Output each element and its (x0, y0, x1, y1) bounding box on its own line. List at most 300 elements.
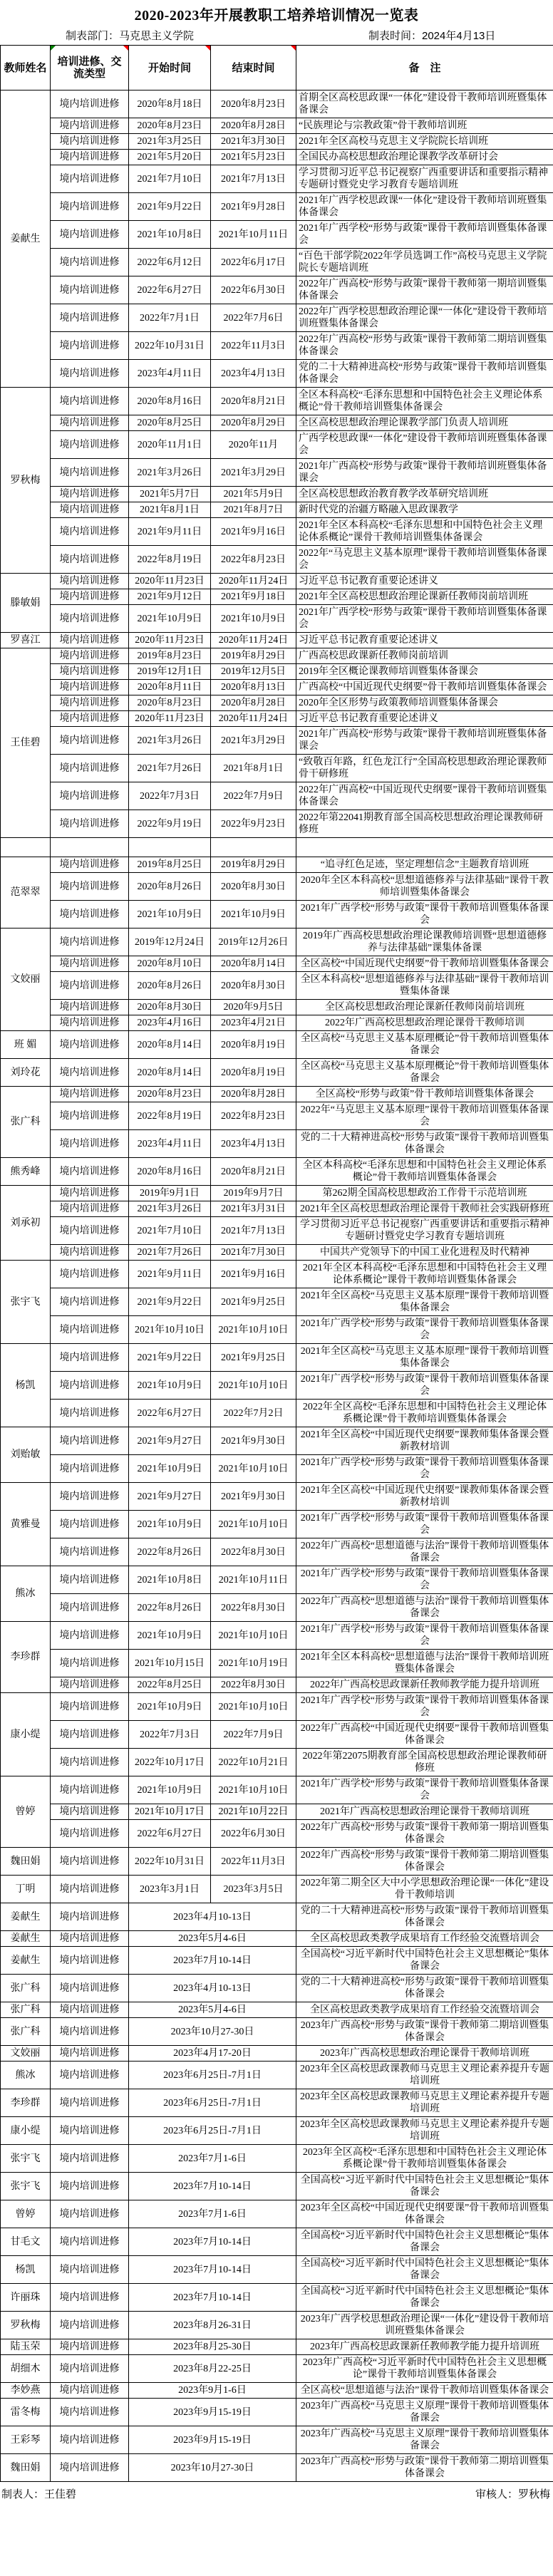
training-type-cell: 境内培训进修 (51, 727, 129, 755)
table-row (1, 2018, 553, 2046)
start-date-cell: 2022年8月26日 (129, 1594, 211, 1622)
comment-marker-red-icon (291, 46, 296, 51)
end-date-cell: 2022年11月3日 (211, 332, 296, 360)
end-date-cell: 2021年9月16日 (211, 1261, 296, 1288)
remark-cell: 2021年全区高校“马克思主义基本原理”课骨干教师培训暨集体备课会 (296, 1288, 553, 1316)
table-row (1, 90, 553, 118)
meta-row (0, 26, 553, 45)
training-type-cell: 境内培训进修 (51, 1087, 129, 1102)
end-date-cell: 2021年10月10日 (211, 1776, 296, 1804)
table-row (1, 2200, 553, 2228)
start-date-cell: 2021年9月27日 (129, 1483, 211, 1511)
remark-cell: 2022年广西高校思想政治理论课骨干教师培训 (296, 1015, 553, 1031)
end-date-cell: 2021年8月1日 (211, 755, 296, 782)
table-row (1, 755, 553, 782)
start-date-cell: 2020年8月14日 (129, 1031, 211, 1059)
start-date-cell: 2021年10月15日 (129, 1650, 211, 1677)
training-type-cell: 境内培训进修 (51, 2062, 129, 2089)
training-type-cell: 境内培训进修 (51, 755, 129, 782)
start-date-cell: 2022年6月27日 (129, 276, 211, 304)
date-label: 制表时间：2024年4月13日 (368, 30, 496, 42)
training-type-cell: 境内培训进修 (51, 2145, 129, 2173)
teacher-name-cell: 许丽珠 (1, 2284, 51, 2312)
remark-cell: 习近平总书记教育重要论述讲义 (296, 574, 553, 589)
remark-cell: 全区高校思想政治理论课新任教师岗前培训班 (296, 1000, 553, 1015)
col-header-start-time-label: 开始时间 (148, 61, 191, 74)
remark-cell: 2022年第22075期教育部全国高校思想政治理论课教师研修班 (296, 1749, 553, 1776)
date-range-cell: 2023年10月27-30日 (129, 2454, 296, 2482)
end-date-cell: 2021年3月29日 (211, 459, 296, 487)
start-date-cell: 2020年11月23日 (129, 711, 211, 727)
end-date-cell: 2019年8月29日 (211, 648, 296, 664)
remark-cell: 全国高校“习近平新时代中国特色社会主义思想概论”集体备课会 (296, 2173, 553, 2200)
end-date-cell: 2019年8月29日 (211, 857, 296, 873)
training-type-cell: 境内培训进修 (51, 2355, 129, 2383)
training-type-cell: 境内培训进修 (51, 1217, 129, 1245)
remark-cell: 2023年全区高校思政课教师马克思主义理论素养提升专题培训班 (296, 2089, 553, 2117)
start-date-cell: 2021年10月17日 (129, 1804, 211, 1820)
training-type-cell: 境内培训进修 (51, 1455, 129, 1483)
start-date-cell: 2021年9月27日 (129, 1427, 211, 1455)
table-row (1, 1721, 553, 1749)
date-range-cell: 2023年4月17-20日 (129, 2046, 296, 2062)
training-type-cell: 境内培训进修 (51, 459, 129, 487)
end-date-cell: 2022年8月30日 (211, 1677, 296, 1693)
table-row (1, 1400, 553, 1427)
start-date-cell: 2021年3月26日 (129, 727, 211, 755)
table-row (1, 782, 553, 810)
remark-cell: 党的二十大精神进高校“形势与政策”课骨干教师培训暨集体备课会 (296, 1130, 553, 1158)
remark-cell: 全区高校“形势与政策”骨干教师培训暨集体备课会 (296, 1087, 553, 1102)
table-row (1, 1288, 553, 1316)
teacher-name-cell: 罗喜江 (1, 633, 51, 648)
training-type-cell: 境内培训进修 (51, 2089, 129, 2117)
remark-cell: 全区高校思政类教学成果培育工作经验交流暨培训会 (296, 1931, 553, 1947)
start-date-cell: 2021年10月9日 (129, 901, 211, 929)
teacher-name-cell: 文姣丽 (1, 2046, 51, 2062)
table-row (1, 972, 553, 1000)
table-row (1, 574, 553, 589)
remark-cell: 2021年广西高校思想政治理论课骨干教师培训班 (296, 1804, 553, 1820)
end-date-cell: 2020年8月29日 (211, 415, 296, 431)
table-row (1, 165, 553, 193)
teacher-name-cell: 姜献生 (1, 1947, 51, 1975)
remark-cell: 2021年广西学校“形势与政策”课骨干教师培训暨集体备课会 (296, 1693, 553, 1721)
teacher-name-cell: 胡细木 (1, 2355, 51, 2383)
remark-cell: 2021年全区高校思想政治理论课骨干教师社会实践研修班 (296, 1201, 553, 1217)
training-type-cell: 境内培训进修 (51, 574, 129, 589)
remark-cell: 党的二十大精神进高校“形势与政策”课骨干教师培训暨集体备课会 (296, 1975, 553, 2002)
table-row (1, 304, 553, 332)
training-type-cell: 境内培训进修 (51, 1015, 129, 1031)
end-date-cell: 2020年9月5日 (211, 1000, 296, 1015)
remark-cell: 2023年广西高校“马克思主义原理”课骨干教师培训暨集体备课会 (296, 2426, 553, 2454)
training-type-cell: 境内培训进修 (51, 304, 129, 332)
remark-cell: 2023年全区高校思政课教师马克思主义理论素养提升专题培训班 (296, 2062, 553, 2089)
remark-cell: 2021年广西学校“形势与政策”课骨干教师培训暨集体备课会 (296, 221, 553, 249)
end-date-cell: 2021年9月25日 (211, 1344, 296, 1372)
teacher-name-cell: 杨凯 (1, 1344, 51, 1427)
remark-cell: 全国高校“习近平新时代中国特色社会主义思想概论”集体备课会 (296, 2284, 553, 2312)
end-date-cell: 2021年10月11日 (211, 221, 296, 249)
table-row (1, 1201, 553, 1217)
end-date-cell: 2021年7月13日 (211, 1217, 296, 1245)
training-type-cell: 境内培训进修 (51, 1158, 129, 1186)
start-date-cell: 2021年9月11日 (129, 518, 211, 546)
remark-cell: 全国高校“习近平新时代中国特色社会主义思想概论”集体备课会 (296, 1947, 553, 1975)
table-row (1, 1650, 553, 1677)
end-date-cell: 2021年9月16日 (211, 518, 296, 546)
remark-cell: 习近平总书记教育重要论述讲义 (296, 633, 553, 648)
end-date-cell: 2023年3月5日 (211, 1876, 296, 1903)
remark-cell: 全国高校“习近平新时代中国特色社会主义思想概论”集体备课会 (296, 2228, 553, 2256)
date-range-cell: 2023年5月4-6日 (129, 2002, 296, 2018)
start-date-cell: 2022年8月25日 (129, 1677, 211, 1693)
remark-cell: 学习贯彻习近平总书记视察广西重要讲话和重要指示精神专题研讨暨党史学习教育专题培训班 (296, 1217, 553, 1245)
remark-cell: 全区高校“中国近现代史纲要”骨干教师培训暨集体备课会 (296, 956, 553, 972)
remark-cell: 首期全区高校思政课“一体化”建设骨干教师培训班暨集体备课会 (296, 90, 553, 118)
start-date-cell: 2020年11月1日 (129, 431, 211, 459)
date-range-cell: 2023年8月26-31日 (129, 2312, 296, 2339)
start-date-cell: 2020年8月14日 (129, 1059, 211, 1087)
remark-cell: 党的二十大精神进高校“形势与政策”课骨干教师培训暨集体备课会 (296, 360, 553, 388)
end-date-cell: 2022年7月9日 (211, 782, 296, 810)
teacher-name-cell: 王彩琴 (1, 2426, 51, 2454)
start-date-cell: 2022年10月31日 (129, 1848, 211, 1876)
table-row (1, 589, 553, 605)
end-date-cell: 2022年8月30日 (211, 1594, 296, 1622)
table-row (1, 2284, 553, 2312)
training-type-cell: 境内培训进修 (51, 1594, 129, 1622)
date-range-cell: 2023年7月10-14日 (129, 2173, 296, 2200)
remark-cell: 2021年全区本科高校“毛泽东思想和中国特色社会主义理论体系概论”课骨干教师培训暨集体备课会 (296, 518, 553, 546)
training-type-cell: 境内培训进修 (51, 1848, 129, 1876)
table-row (1, 459, 553, 487)
table-row (1, 118, 553, 134)
start-date-cell: 2022年6月12日 (129, 249, 211, 276)
start-date-cell: 2020年8月10日 (129, 956, 211, 972)
table-row (1, 2062, 553, 2089)
start-date-cell: 2020年8月30日 (129, 1000, 211, 1015)
table-row (1, 2355, 553, 2383)
table-row (1, 810, 553, 838)
training-type-cell: 境内培训进修 (51, 1427, 129, 1455)
remark-cell: 2023年广西高校思想政治理论课骨干教师培训班 (296, 2046, 553, 2062)
remark-cell: 2022年全区高校“毛泽东思想和中国特色社会主义理论体系概论课”骨干教师培训暨集体备课会 (296, 1400, 553, 1427)
end-date-cell: 2022年8月23日 (211, 1102, 296, 1130)
start-date-cell: 2020年11月23日 (129, 574, 211, 589)
training-type-cell: 境内培训进修 (51, 134, 129, 150)
end-date-cell: 2021年10月10日 (211, 1455, 296, 1483)
teacher-name-cell: 丁明 (1, 1876, 51, 1903)
training-type-cell: 境内培训进修 (51, 332, 129, 360)
training-type-cell: 境内培训进修 (51, 1903, 129, 1931)
end-date-cell: 2020年8月21日 (211, 1158, 296, 1186)
training-type-cell: 境内培训进修 (51, 1931, 129, 1947)
training-type-cell: 境内培训进修 (51, 1031, 129, 1059)
end-date-cell: 2022年6月17日 (211, 249, 296, 276)
start-date-cell: 2019年12月1日 (129, 664, 211, 680)
end-date-cell: 2022年9月23日 (211, 810, 296, 838)
date-range-cell: 2023年7月10-14日 (129, 2256, 296, 2284)
remark-cell: 2020年全区本科高校“思想道德修养与法律基础”课骨干教师培训暨集体备课会 (296, 873, 553, 901)
end-date-cell: 2022年8月23日 (211, 546, 296, 574)
table-row (1, 1015, 553, 1031)
table-row (1, 1903, 553, 1931)
remark-cell: 第262期全国高校思想政治工作骨干示范培训班 (296, 1186, 553, 1201)
teacher-name-cell: 曾婷 (1, 2200, 51, 2228)
start-date-cell: 2021年10月9日 (129, 605, 211, 633)
table-row (1, 134, 553, 150)
start-date-cell: 2022年7月3日 (129, 1721, 211, 1749)
table-row (1, 633, 553, 648)
start-date-cell: 2021年10月9日 (129, 1693, 211, 1721)
training-type-cell: 境内培训进修 (51, 2200, 129, 2228)
remark-cell: 学习贯彻习近平总书记视察广西重要讲话和重要指示精神专题研讨暨党史学习教育专题培训班 (296, 165, 553, 193)
end-date-cell: 2021年3月29日 (211, 727, 296, 755)
table-row (1, 546, 553, 574)
end-date-cell: 2020年8月28日 (211, 118, 296, 134)
end-date-cell: 2021年9月25日 (211, 1288, 296, 1316)
training-type-cell: 境内培训进修 (51, 664, 129, 680)
teacher-name-cell: 康小缇 (1, 2117, 51, 2145)
start-date-cell: 2021年9月22日 (129, 1288, 211, 1316)
remark-cell: 2023年广西高校思政课新任教师教学能力提升培训班 (296, 2339, 553, 2355)
remark-cell: 全区高校“思想道德与法治”课骨干教师培训暨集体备课会 (296, 2383, 553, 2399)
table-row (1, 1158, 553, 1186)
table-row (1, 1102, 553, 1130)
training-type-cell: 境内培训进修 (51, 193, 129, 221)
remark-cell: 全国民办高校思想政治理论课教学改革研讨会 (296, 150, 553, 165)
start-date-cell: 2022年9月19日 (129, 810, 211, 838)
table-row (1, 2399, 553, 2426)
date-range-cell: 2023年7月1-6日 (129, 2145, 296, 2173)
remark-cell: 2022年广西高校“形势与政策”课骨干教师第一期培训暨集体备课会 (296, 1820, 553, 1848)
start-date-cell: 2021年10月9日 (129, 1372, 211, 1400)
remark-cell: 新时代党的治疆方略融入思政课教学 (296, 502, 553, 518)
teacher-name-cell: 王佳碧 (1, 648, 51, 838)
training-type-cell: 境内培训进修 (51, 2228, 129, 2256)
start-date-cell: 2019年9月1日 (129, 1186, 211, 1201)
start-date-cell: 2022年10月17日 (129, 1749, 211, 1776)
teacher-name-cell: 刘承初 (1, 1186, 51, 1261)
end-date-cell: 2021年7月13日 (211, 165, 296, 193)
remark-cell: “致敬百年路，红色龙江行”全国高校思想政治理论课教师骨干研修班 (296, 755, 553, 782)
table-row (1, 1749, 553, 1776)
end-date-cell: 2023年4月21日 (211, 1015, 296, 1031)
training-type-cell: 境内培训进修 (51, 1776, 129, 1804)
remark-cell: 2022年广西高校“思想道德与法治”课骨干教师培训暨集体备课会 (296, 1538, 553, 1566)
training-type-cell: 境内培训进修 (51, 1677, 129, 1693)
remark-cell: 2021年广西学校“形势与政策”课骨干教师培训暨集体备课会 (296, 1566, 553, 1594)
training-type-cell: 境内培训进修 (51, 1749, 129, 1776)
training-type-cell: 境内培训进修 (51, 2002, 129, 2018)
date-range-cell: 2023年7月10-14日 (129, 2228, 296, 2256)
footer-row (0, 2482, 553, 2507)
end-date-cell: 2021年10月11日 (211, 1566, 296, 1594)
date-range-cell: 2023年7月10-14日 (129, 2284, 296, 2312)
teacher-name-cell: 班 媚 (1, 1031, 51, 1059)
training-type-cell: 境内培训进修 (51, 2256, 129, 2284)
start-date-cell: 2020年8月26日 (129, 972, 211, 1000)
start-date-cell: 2019年8月25日 (129, 857, 211, 873)
table-row (1, 1804, 553, 1820)
end-date-cell: 2021年10月9日 (211, 901, 296, 929)
table-row (1, 431, 553, 459)
teacher-name-cell: 陆玉荣 (1, 2339, 51, 2355)
date-range-cell: 2023年9月15-19日 (129, 2399, 296, 2426)
start-date-cell: 2023年3月1日 (129, 1876, 211, 1903)
training-type-cell: 境内培训进修 (51, 1804, 129, 1820)
training-type-cell: 境内培训进修 (51, 1316, 129, 1344)
date-range-cell: 2023年10月27-30日 (129, 2018, 296, 2046)
start-date-cell: 2023年4月16日 (129, 1015, 211, 1031)
table-row (1, 1455, 553, 1483)
training-type-cell: 境内培训进修 (51, 360, 129, 388)
table-row (1, 2454, 553, 2482)
training-type-cell: 境内培训进修 (51, 972, 129, 1000)
remark-cell: 广西学校思政课“一体化”建设骨干教师培训班暨集体备课会 (296, 431, 553, 459)
end-date-cell: 2021年3月30日 (211, 134, 296, 150)
start-date-cell: 2021年10月9日 (129, 1511, 211, 1538)
remark-cell: 2019年全区概论课教师培训暨集体备课会 (296, 664, 553, 680)
training-type-cell: 境内培训进修 (51, 680, 129, 695)
table-row (1, 150, 553, 165)
end-date-cell: 2021年8月7日 (211, 502, 296, 518)
remark-cell: 2021年广西学校“形势与政策”课骨干教师培训暨集体备课会 (296, 901, 553, 929)
end-date-cell: 2021年10月10日 (211, 1622, 296, 1650)
training-type-cell: 境内培训进修 (51, 857, 129, 873)
end-date-cell: 2021年9月18日 (211, 589, 296, 605)
teacher-name-cell: 杨凯 (1, 2256, 51, 2284)
start-date-cell: 2023年4月11日 (129, 360, 211, 388)
teacher-name-cell: 姜献生 (1, 1931, 51, 1947)
training-table (0, 45, 553, 2482)
table-row (1, 664, 553, 680)
remark-cell: 2022年第二期全区大中小学思想政治理论课“一体化”建设骨干教师培训 (296, 1876, 553, 1903)
end-date-cell: 2022年8月30日 (211, 1538, 296, 1566)
start-date-cell: 2021年9月12日 (129, 589, 211, 605)
table-row (1, 332, 553, 360)
table-row (1, 1130, 553, 1158)
date-range-cell: 2023年5月4-6日 (129, 1931, 296, 1947)
remark-cell: “民族理论与宗教政策”骨干教师培训班 (296, 118, 553, 134)
training-type-cell: 境内培训进修 (51, 2454, 129, 2482)
remark-cell: 2023年广西高校“习近平新时代中国特色社会主义思想概论”课骨干教师培训暨集体备课会 (296, 2355, 553, 2383)
training-type-cell: 境内培训进修 (51, 1650, 129, 1677)
end-date-cell: 2020年11月 (211, 431, 296, 459)
end-date-cell: 2023年4月13日 (211, 360, 296, 388)
remark-cell: 全国高校“习近平新时代中国特色社会主义思想概论”集体备课会 (296, 2256, 553, 2284)
start-date-cell: 2021年3月26日 (129, 459, 211, 487)
training-type-cell: 境内培训进修 (51, 1372, 129, 1400)
col-header-end-time-label: 结束时间 (232, 61, 275, 74)
table-row (1, 1059, 553, 1087)
end-date-cell: 2020年8月30日 (211, 873, 296, 901)
table-row (1, 929, 553, 956)
training-type-cell: 境内培训进修 (51, 901, 129, 929)
remark-cell: 2020年全区形势与政策教师培训暨集体备课会 (296, 695, 553, 711)
table-row (1, 727, 553, 755)
end-date-cell: 2020年8月30日 (211, 972, 296, 1000)
start-date-cell: 2023年4月11日 (129, 1130, 211, 1158)
start-date-cell: 2022年10月31日 (129, 332, 211, 360)
start-date-cell: 2020年8月23日 (129, 1087, 211, 1102)
remark-cell: 全区高校思想政治教育教学改革研究培训班 (296, 487, 553, 502)
end-date-cell: 2021年3月31日 (211, 1201, 296, 1217)
table-row (1, 1876, 553, 1903)
end-date-cell: 2020年8月13日 (211, 680, 296, 695)
start-date-cell: 2022年8月19日 (129, 546, 211, 574)
training-type-cell: 境内培训进修 (51, 150, 129, 165)
remark-cell: 2021年全区高校“中国近现代史纲要”课教师集体备课会暨新教材培训 (296, 1427, 553, 1455)
remark-cell: 2022年“马克思主义基本原理”课骨干教师培训暨集体备课会 (296, 1102, 553, 1130)
teacher-name-cell: 李珍群 (1, 2089, 51, 2117)
table-row (1, 680, 553, 695)
table-row (1, 1594, 553, 1622)
remark-cell: 广西高校思政课新任教师岗前培训 (296, 648, 553, 664)
end-date-cell: 2022年11月3日 (211, 1848, 296, 1876)
end-date-cell: 2021年7月30日 (211, 1245, 296, 1261)
remark-cell: 2019年广西高校思想政治理论课教师培训暨“思想道德修养与法律基础”课集体备课 (296, 929, 553, 956)
remark-cell: 2022年“马克思主义基本原理”课骨干教师培训暨集体备课会 (296, 546, 553, 574)
training-type-cell: 境内培训进修 (51, 2117, 129, 2145)
remark-cell: 2021年广西学校“形势与政策”课骨干教师培训暨集体备课会 (296, 1622, 553, 1650)
training-type-cell: 境内培训进修 (51, 810, 129, 838)
end-date-cell: 2020年8月28日 (211, 695, 296, 711)
separator-row (1, 838, 553, 857)
training-type-cell: 境内培训进修 (51, 1059, 129, 1087)
remark-cell: 2023年全区高校“中国近现代史纲要课”骨干教师培训暨集体备课会 (296, 2200, 553, 2228)
table-row (1, 2228, 553, 2256)
teacher-name-cell: 雷冬梅 (1, 2399, 51, 2426)
remark-cell: 2022年广西高校“形势与政策”课骨干教师第二期培训暨集体备课会 (296, 1848, 553, 1876)
table-row (1, 1820, 553, 1848)
end-date-cell: 2021年9月28日 (211, 193, 296, 221)
training-type-cell: 境内培训进修 (51, 487, 129, 502)
end-date-cell: 2022年6月30日 (211, 1820, 296, 1848)
start-date-cell: 2022年7月1日 (129, 304, 211, 332)
table-row (1, 193, 553, 221)
start-date-cell: 2020年8月26日 (129, 873, 211, 901)
date-range-cell: 2023年7月10-14日 (129, 1947, 296, 1975)
training-type-cell: 境内培训进修 (51, 2426, 129, 2454)
start-date-cell: 2021年7月10日 (129, 165, 211, 193)
remark-cell: 广西高校“中国近现代史纲要”骨干教师培训暨集体备课会 (296, 680, 553, 695)
end-date-cell: 2020年8月19日 (211, 1031, 296, 1059)
col-header-remarks: 备 注 (296, 46, 553, 90)
table-row (1, 221, 553, 249)
empty-cell (1, 838, 51, 857)
teacher-name-cell: 张宇飞 (1, 2173, 51, 2200)
training-type-cell: 境内培训进修 (51, 1400, 129, 1427)
end-date-cell: 2021年5月23日 (211, 150, 296, 165)
training-type-cell: 境内培训进修 (51, 221, 129, 249)
start-date-cell: 2021年7月26日 (129, 755, 211, 782)
training-type-cell: 境内培训进修 (51, 165, 129, 193)
remark-cell: 党的二十大精神进高校“形势与政策”课骨干教师培训暨集体备课会 (296, 1903, 553, 1931)
training-type-cell: 境内培训进修 (51, 1538, 129, 1566)
training-type-cell: 境内培训进修 (51, 1975, 129, 2002)
teacher-name-cell: 罗秋梅 (1, 388, 51, 574)
training-type-cell: 境内培训进修 (51, 1566, 129, 1594)
training-type-cell: 境内培训进修 (51, 589, 129, 605)
training-type-cell: 境内培训进修 (51, 956, 129, 972)
remark-cell: 2023年广西高校“马克思主义原理”课骨干教师培训暨集体备课会 (296, 2399, 553, 2426)
end-date-cell: 2021年10月19日 (211, 1650, 296, 1677)
table-row (1, 2173, 553, 2200)
teacher-name-cell: 刘贻敏 (1, 1427, 51, 1483)
